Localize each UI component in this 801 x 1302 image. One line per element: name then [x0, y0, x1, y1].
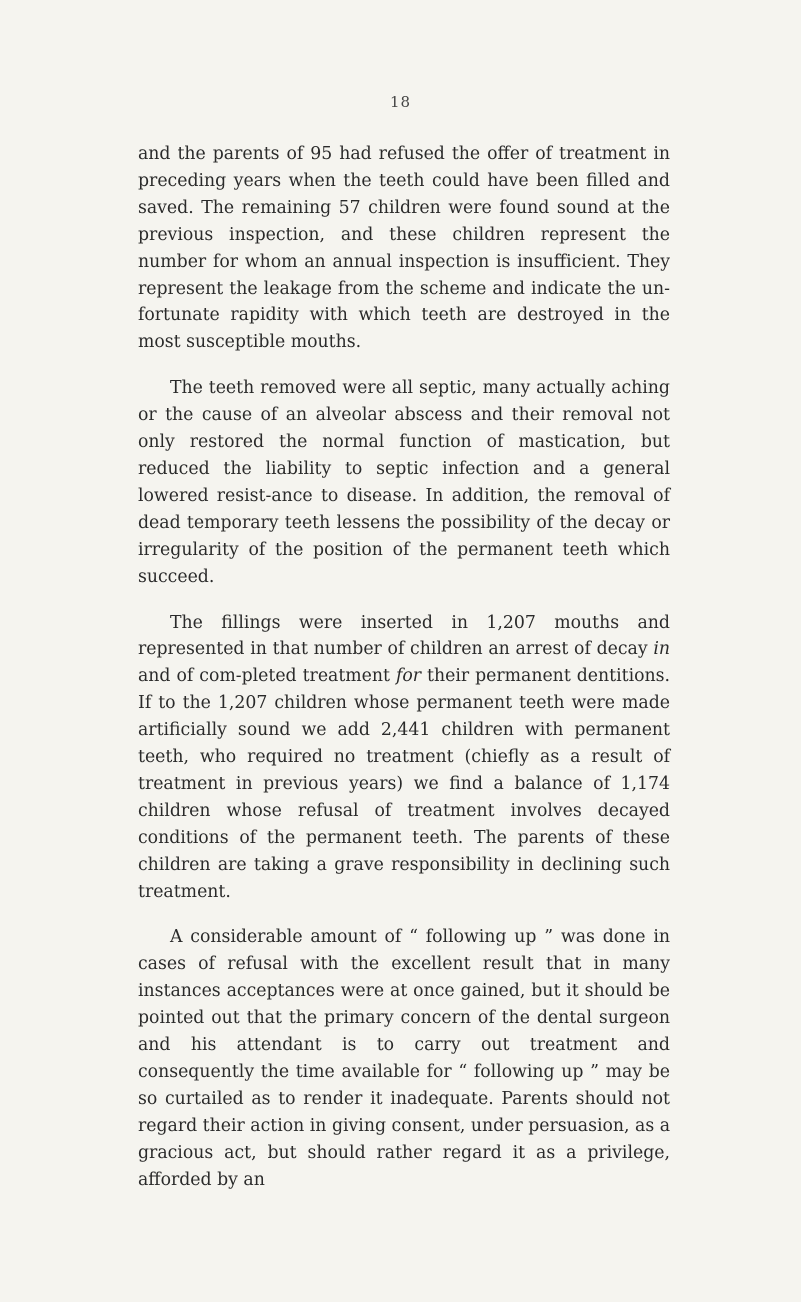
paragraph-3-italic-in: in	[653, 639, 670, 660]
paragraph-3-part-2: and of com-pleted treatment	[138, 666, 396, 687]
page-number: 18	[389, 93, 412, 111]
paragraph-3-part-3: their permanent dentitions. If to the 1,207 children whose permanent teeth were made artificially sound we add 2,441 children with permanent teeth, who required no treatment (chiefly as a result of treatment in previous years) we find a balance of 1,174 children whose refusal of treatment involves decayed conditions of the permanent teeth. The parents of these children are taking a grave responsibility in declining such treatment.	[138, 666, 671, 902]
page-body	[138, 141, 670, 1213]
paragraph-3-part-1: The fillings were inserted in 1,207 mouths and represented in that number of children an arrest of decay	[138, 612, 670, 660]
paragraph-3-italic-for: for	[395, 666, 422, 687]
paragraph-1: and the parents of 95 had refused the offer of treatment in preceding years when the teeth could have been filled and saved. The remaining 57 children were found sound at the previous inspection, and these children represent the number for whom an annual inspection is insufficient. They represent the leakage from the scheme and indicate the un-fortunate rapidity with which teeth are destroyed in the most susceptible mouths.	[138, 144, 670, 353]
paragraph-3	[138, 610, 670, 906]
paragraph-4: A considerable amount of “ following up ” was done in cases of refusal with the excellent result that in many instances acceptances were at once gained, but it should be pointed out that the primary concern of the dental surgeon and his attendant is to carry out treatment and consequently the time available for “ following up ” may be so curtailed as to render it inadequate. Parents should not regard their action in giving consent, under persuasion, as a gracious act, but should rather regard it as a privilege, afforded by an	[138, 927, 670, 1190]
paragraph-2: The teeth removed were all septic, many actually aching or the cause of an alveolar abscess and their removal not only restored the normal function of mastication, but reduced the liability to septic infection and a general lowered resist-ance to disease. In addition, the removal of dead temporary teeth lessens the possibility of the decay or irregularity of the position of the permanent teeth which succeed.	[138, 378, 670, 587]
